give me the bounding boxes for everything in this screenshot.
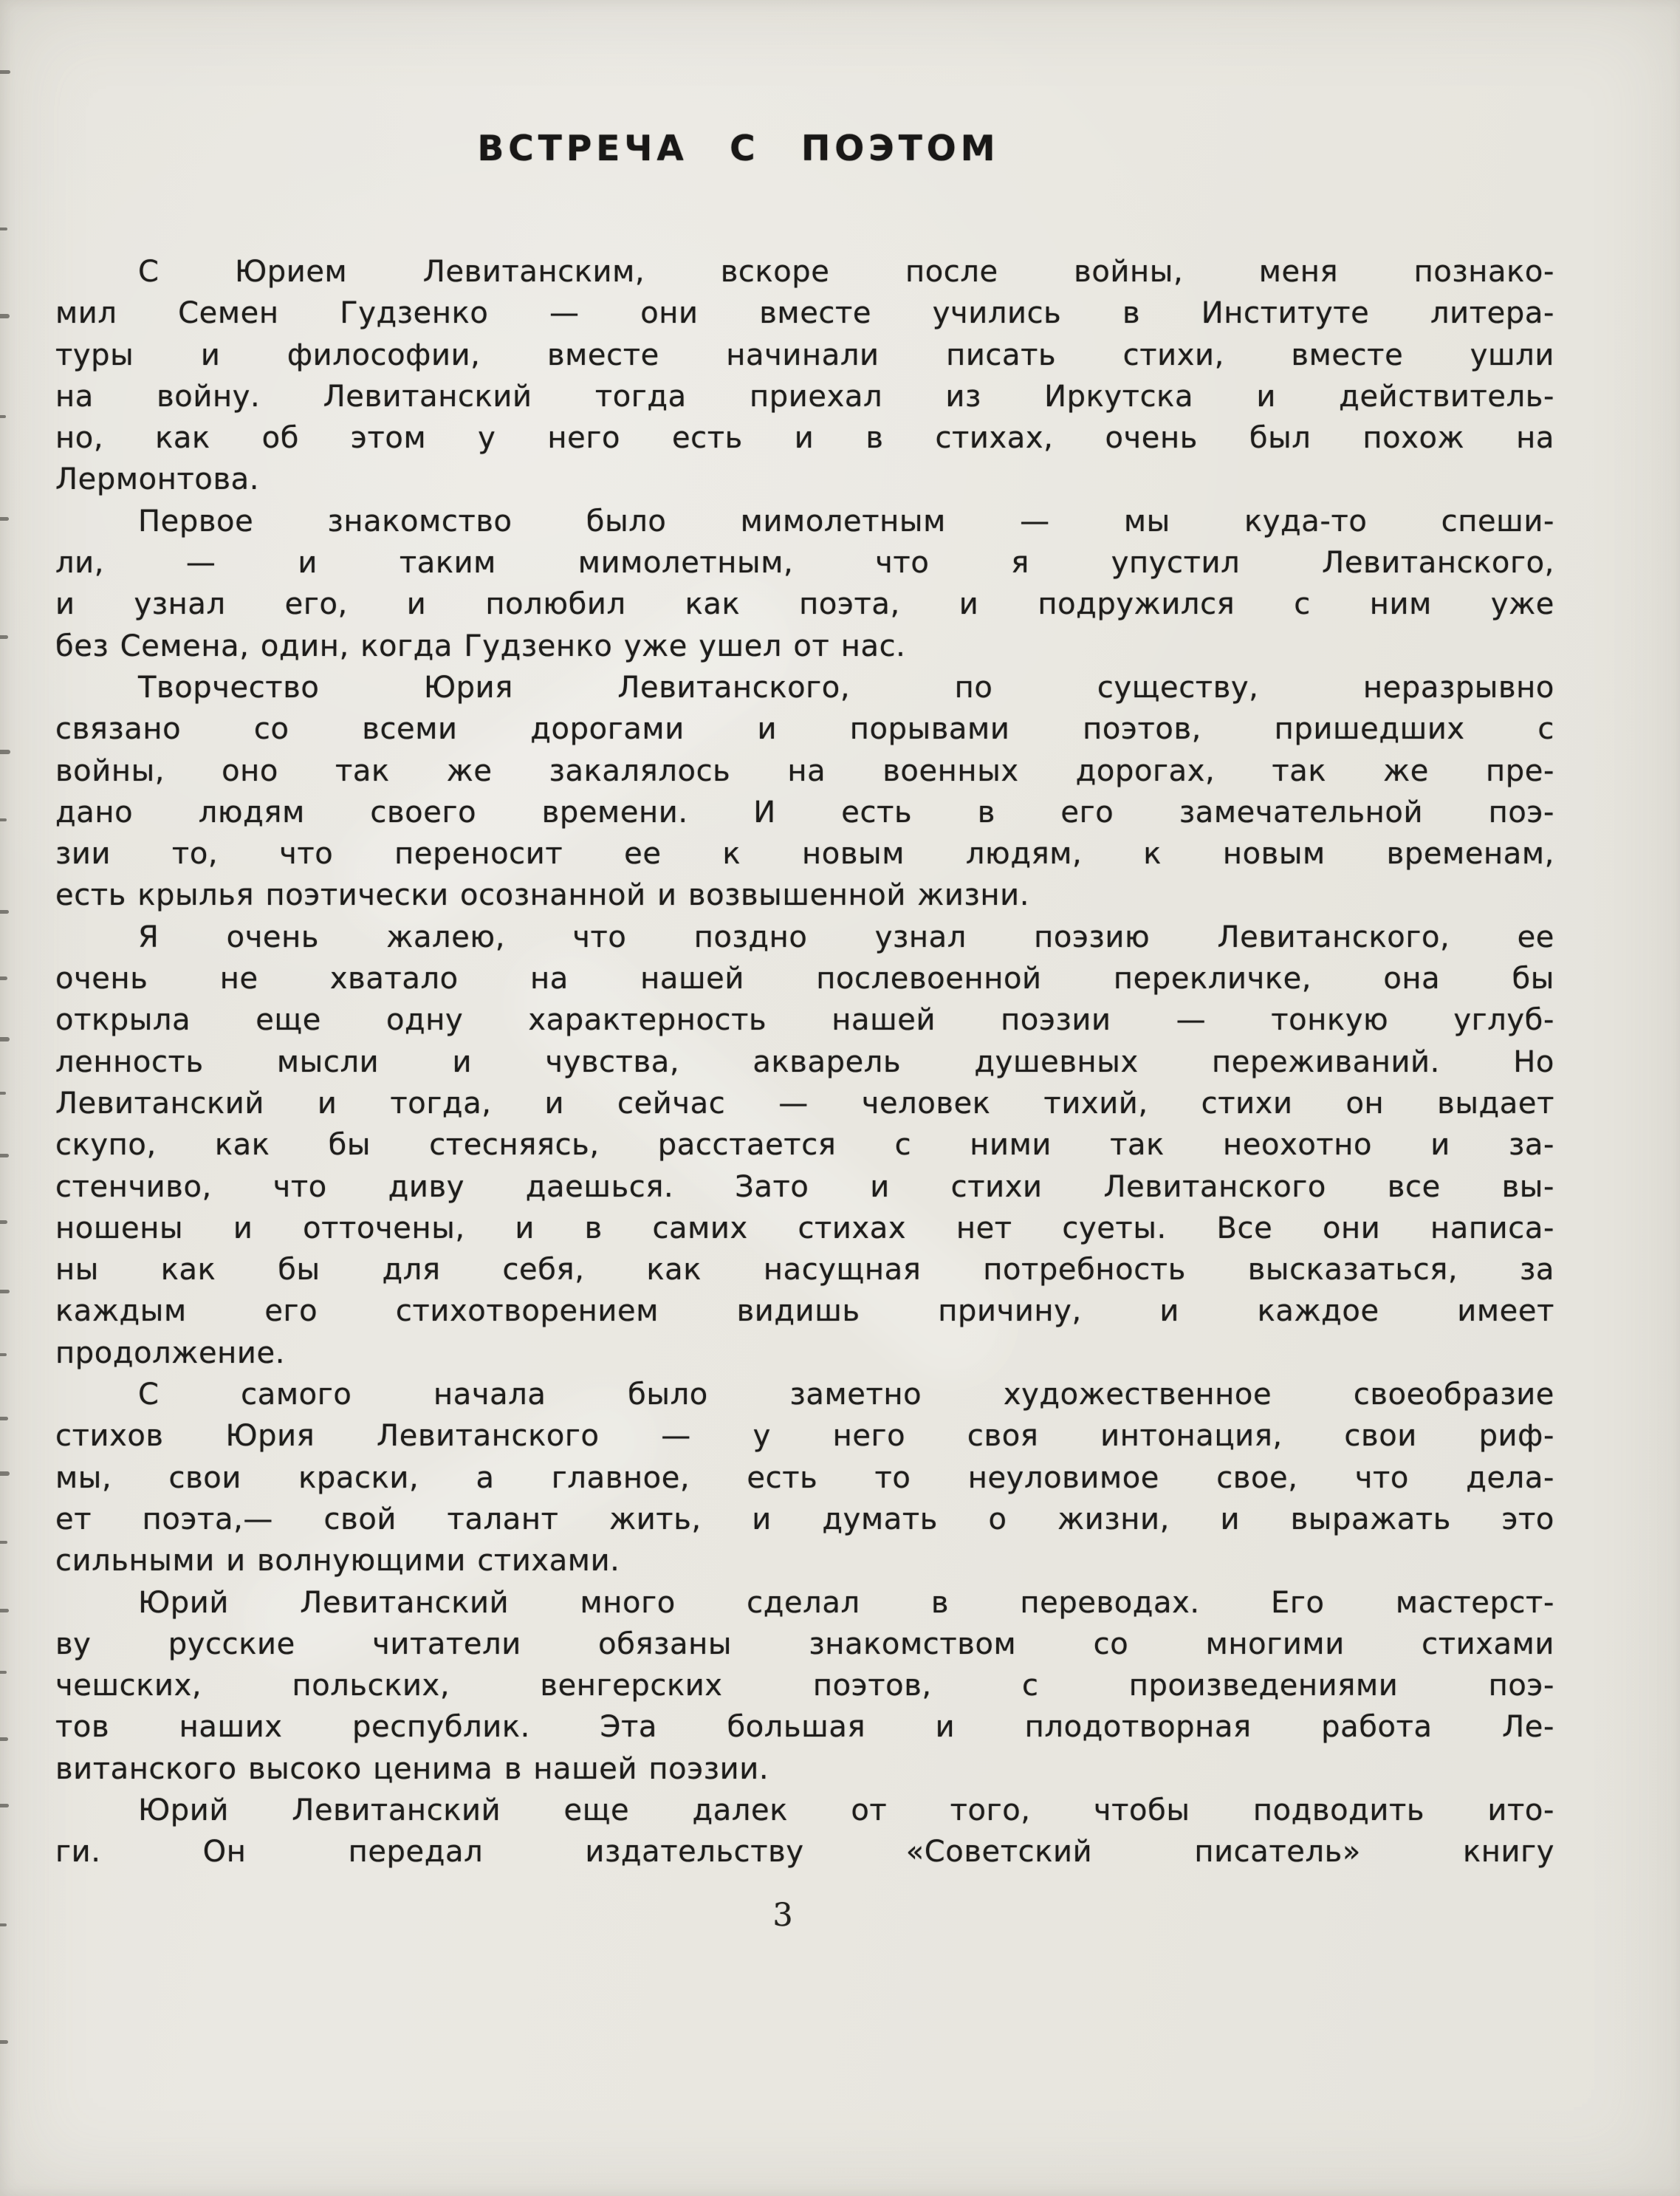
text-line: Левитанский и тогда, и сейчас — человек тихий, стихи он выдает xyxy=(55,1086,1554,1121)
scan-edge-mark xyxy=(0,1671,7,1674)
paragraph xyxy=(55,917,1554,1374)
text-line: дано людям своего времени. И есть в его замечательной поэ- xyxy=(55,795,1554,830)
scan-edge-mark xyxy=(0,750,10,754)
text-line: чешских, польских, венгерских поэтов, с произведениями поэ- xyxy=(55,1669,1554,1703)
scan-edge-mark xyxy=(0,70,10,74)
text-line: ли, — и таким мимолетным, что я упустил Левитанского, xyxy=(55,546,1554,581)
text-line: мы, свои краски, а главное, есть то неуловимое свое, что дела- xyxy=(55,1460,1554,1495)
text-line: связано со всеми дорогами и порывами поэтов, пришедших с xyxy=(55,712,1554,747)
text-line: продолжение. xyxy=(55,1335,286,1370)
text-line: но, как об этом у него есть и в стихах, очень был похож на xyxy=(55,421,1554,456)
text-line: и узнал его, и полюбил как поэта, и подружился с ним уже xyxy=(55,587,1554,622)
text-line: Творчество Юрия Левитанского, по существу, неразрывно xyxy=(138,670,1554,705)
scan-edge-mark xyxy=(0,1037,10,1041)
text-line: Юрий Левитанский еще далек от того, чтобы подводить ито- xyxy=(138,1793,1554,1827)
text-line: ны как бы для себя, как насущная потребность высказаться, за xyxy=(55,1253,1554,1287)
text-line: без Семена, один, когда Гудзенко уже ушел от нас. xyxy=(55,629,906,663)
page-number: 3 xyxy=(772,1897,793,1934)
text-line: ву русские читатели обязаны знакомством со многими стихами xyxy=(55,1627,1554,1661)
page-title: ВСТРЕЧА С ПОЭТОМ xyxy=(477,129,1000,169)
paragraph xyxy=(55,1582,1554,1790)
text-line: войны, оно так же закалялось на военных дорогах, так же пре- xyxy=(55,753,1554,788)
text-line: стенчиво, что диву даешься. Зато и стихи Левитанского все вы- xyxy=(55,1169,1554,1204)
text-line: С самого начала было заметно художественное своеобразие xyxy=(138,1378,1554,1412)
scan-edge-mark xyxy=(0,314,10,318)
text-line: ношены и отточены, и в самих стихах нет суеты. Все они написа- xyxy=(55,1211,1554,1245)
text-line: С Юрием Левитанским, вскоре после войны, меня познако- xyxy=(138,255,1554,289)
scan-edge-mark xyxy=(0,910,9,914)
scan-edge-mark xyxy=(0,517,9,521)
scan-edge-mark xyxy=(0,1923,7,1926)
text-line: Я очень жалею, что поздно узнал поэзию Левитанского, ее xyxy=(138,920,1554,954)
text-line: очень не хватало на нашей послевоенной перекличке, она бы xyxy=(55,962,1554,996)
text-line: Лермонтова. xyxy=(55,462,260,497)
scan-edge-mark xyxy=(0,976,7,980)
paragraph xyxy=(55,251,1554,501)
scan-edge-mark xyxy=(0,1737,8,1741)
text-line: каждым его стихотворением видишь причину, и каждое имеет xyxy=(55,1294,1554,1329)
text-line: мил Семен Гудзенко — они вместе учились в Институте литера- xyxy=(55,296,1554,331)
text-line: ет поэта,— свой талант жить, и думать о жизни, и выражать это xyxy=(55,1502,1554,1536)
scan-edge-mark xyxy=(0,228,7,230)
scan-edge-mark xyxy=(0,1353,7,1356)
text-line: ги. Он передал издательству «Советский писатель» книгу xyxy=(55,1835,1554,1870)
scan-edge-mark xyxy=(0,1471,10,1476)
scan-edge-mark xyxy=(0,635,8,639)
paragraph xyxy=(55,1790,1554,1873)
text-line: на войну. Левитанский тогда приехал из Иркутска и действитель- xyxy=(55,379,1554,414)
scan-edge-mark xyxy=(0,1220,7,1224)
text-line: Юрий Левитанский много сделал в переводах. Его мастерст- xyxy=(138,1585,1554,1620)
text-line: есть крылья поэтически осознанной и возвышенной жизни. xyxy=(55,878,1030,913)
scan-edge-mark xyxy=(0,1290,10,1293)
text-line: скупо, как бы стесняясь, расстается с ними так неохотно и за- xyxy=(55,1128,1554,1163)
text-line: ленность мысли и чувства, акварель душевных переживаний. Но xyxy=(55,1044,1554,1079)
scan-edge-mark xyxy=(0,1609,9,1612)
paragraph xyxy=(55,1374,1554,1581)
scan-edge-mark xyxy=(0,2040,8,2044)
scan-edge-mark xyxy=(0,1092,6,1095)
paragraph xyxy=(55,667,1554,917)
scan-edge-mark xyxy=(0,818,7,821)
text-line: открыла еще одну характерность нашей поэзии — тонкую углуб- xyxy=(55,1003,1554,1038)
scan-edge-mark xyxy=(0,1541,7,1544)
scan-edge-mark xyxy=(0,1417,8,1420)
text-line: туры и философии, вместе начинали писать стихи, вместе ушли xyxy=(55,338,1554,372)
scan-edge-mark xyxy=(0,1154,9,1157)
text-line: Первое знакомство было мимолетным — мы куда-то спеши- xyxy=(138,504,1554,538)
text-line: стихов Юрия Левитанского — у него своя интонация, свои риф- xyxy=(55,1419,1554,1454)
text-line: сильными и волнующими стихами. xyxy=(55,1544,620,1578)
scan-edge-mark xyxy=(0,415,6,418)
scan-edge-mark xyxy=(0,1804,9,1807)
paragraph xyxy=(55,501,1554,667)
text-line: зии то, что переносит ее к новым людям, к новым временам, xyxy=(55,837,1554,872)
text-line: витанского высоко ценима в нашей поэзии. xyxy=(55,1751,769,1786)
body-text xyxy=(55,251,1554,1873)
text-line: тов наших республик. Эта большая и плодотворная работа Ле- xyxy=(55,1710,1554,1745)
